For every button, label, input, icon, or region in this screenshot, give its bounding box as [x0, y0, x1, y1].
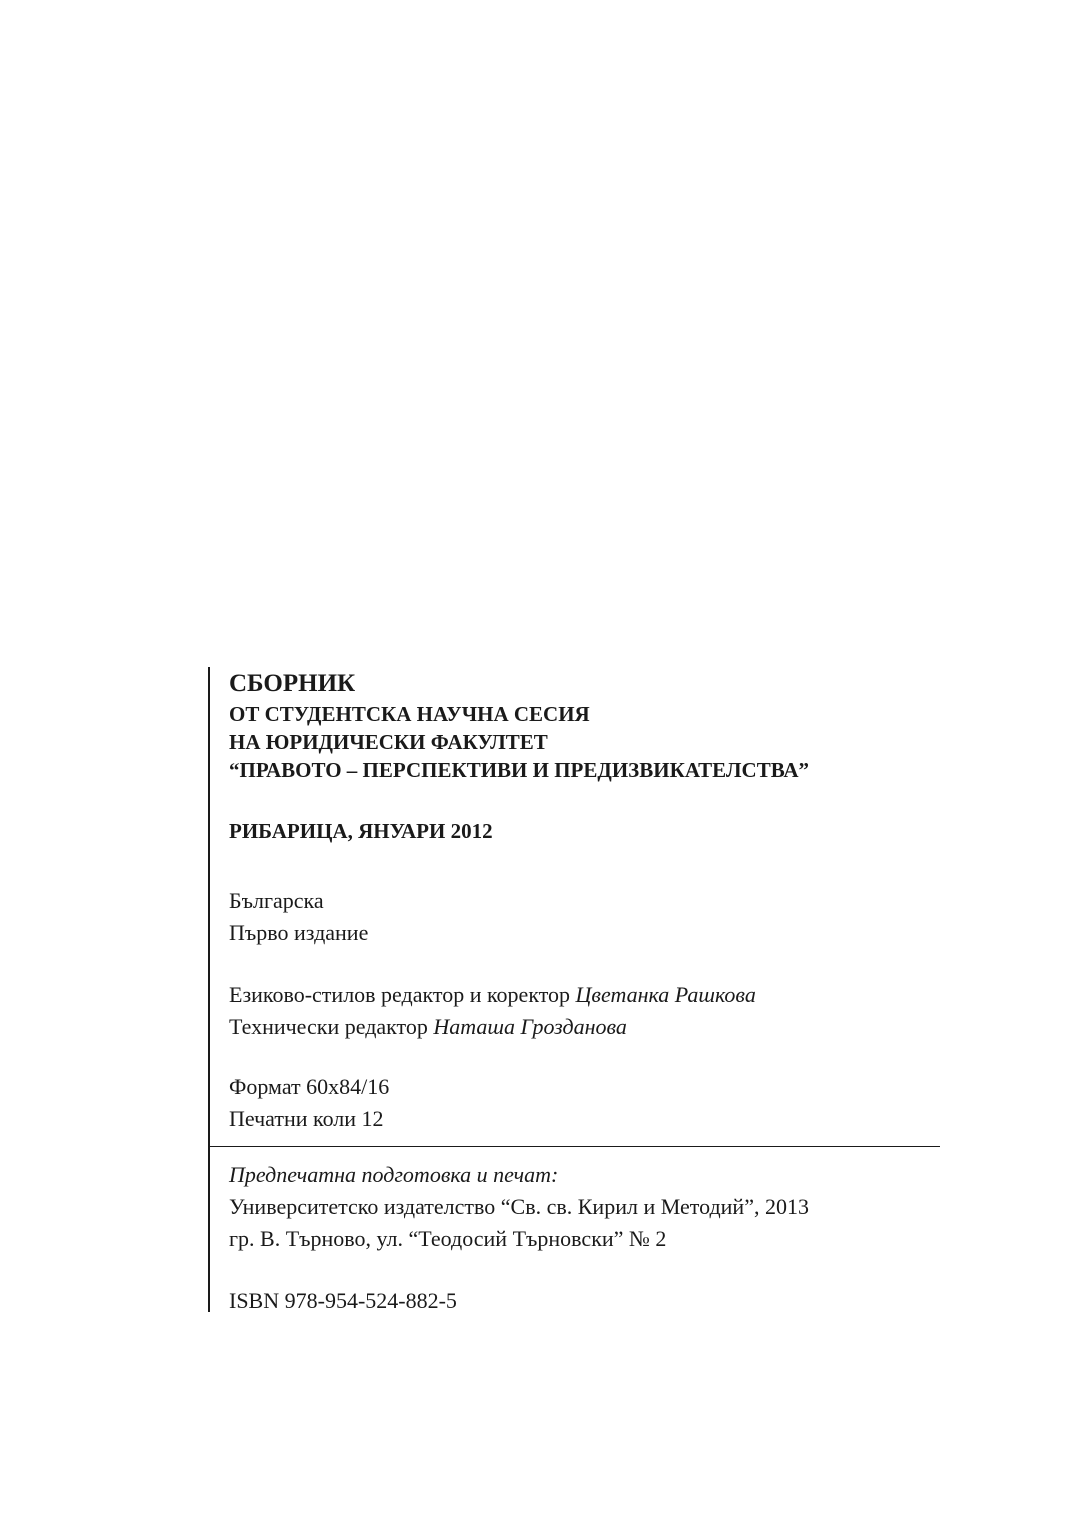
vertical-rule — [208, 667, 210, 1312]
collection-title: СБОРНИК — [229, 670, 356, 697]
language-edition-block — [229, 885, 940, 949]
edition: Първо издание — [229, 920, 369, 945]
printed-sheets: Печатни коли 12 — [229, 1106, 384, 1131]
horizontal-rule — [208, 1146, 940, 1147]
title-line-faculty: НА ЮРИДИЧЕСКИ ФАКУЛТЕТ — [229, 730, 548, 754]
isbn-block — [229, 1285, 940, 1317]
title-line-session: ОТ СТУДЕНТСКА НАУЧНА СЕСИЯ — [229, 702, 590, 726]
format: Формат 60x84/16 — [229, 1074, 390, 1099]
language-editor-name: Цветанка Рашкова — [575, 982, 756, 1007]
editors-block — [229, 979, 940, 1043]
technical-editor-name: Наташа Грозданова — [433, 1014, 627, 1039]
language-editor-label: Езиково-стилов редактор и коректор — [229, 982, 571, 1007]
language-editor-line — [229, 979, 940, 1011]
format-block — [229, 1071, 940, 1135]
imprint-block — [208, 667, 940, 1313]
printing-label: Предпечатна подготовка и печат: — [229, 1162, 559, 1187]
place-date: РИБАРИЦА, ЯНУАРИ 2012 — [229, 819, 493, 843]
publisher: Университетско издателство “Св. св. Кирил и Методий”, 2013 — [229, 1194, 809, 1219]
title-block — [229, 668, 940, 784]
publisher-address: гр. В. Търново, ул. “Теодосий Търновски” № 2 — [229, 1226, 667, 1251]
place-date-block — [229, 817, 940, 845]
isbn: ISBN 978-954-524-882-5 — [229, 1288, 457, 1313]
title-line-theme: “ПРАВОТО – ПЕРСПЕКТИВИ И ПРЕДИЗВИКАТЕЛСТВА” — [229, 758, 810, 782]
printing-block — [229, 1159, 940, 1255]
technical-editor-line — [229, 1011, 940, 1043]
language: Българска — [229, 888, 324, 913]
technical-editor-label: Технически редактор — [229, 1014, 428, 1039]
